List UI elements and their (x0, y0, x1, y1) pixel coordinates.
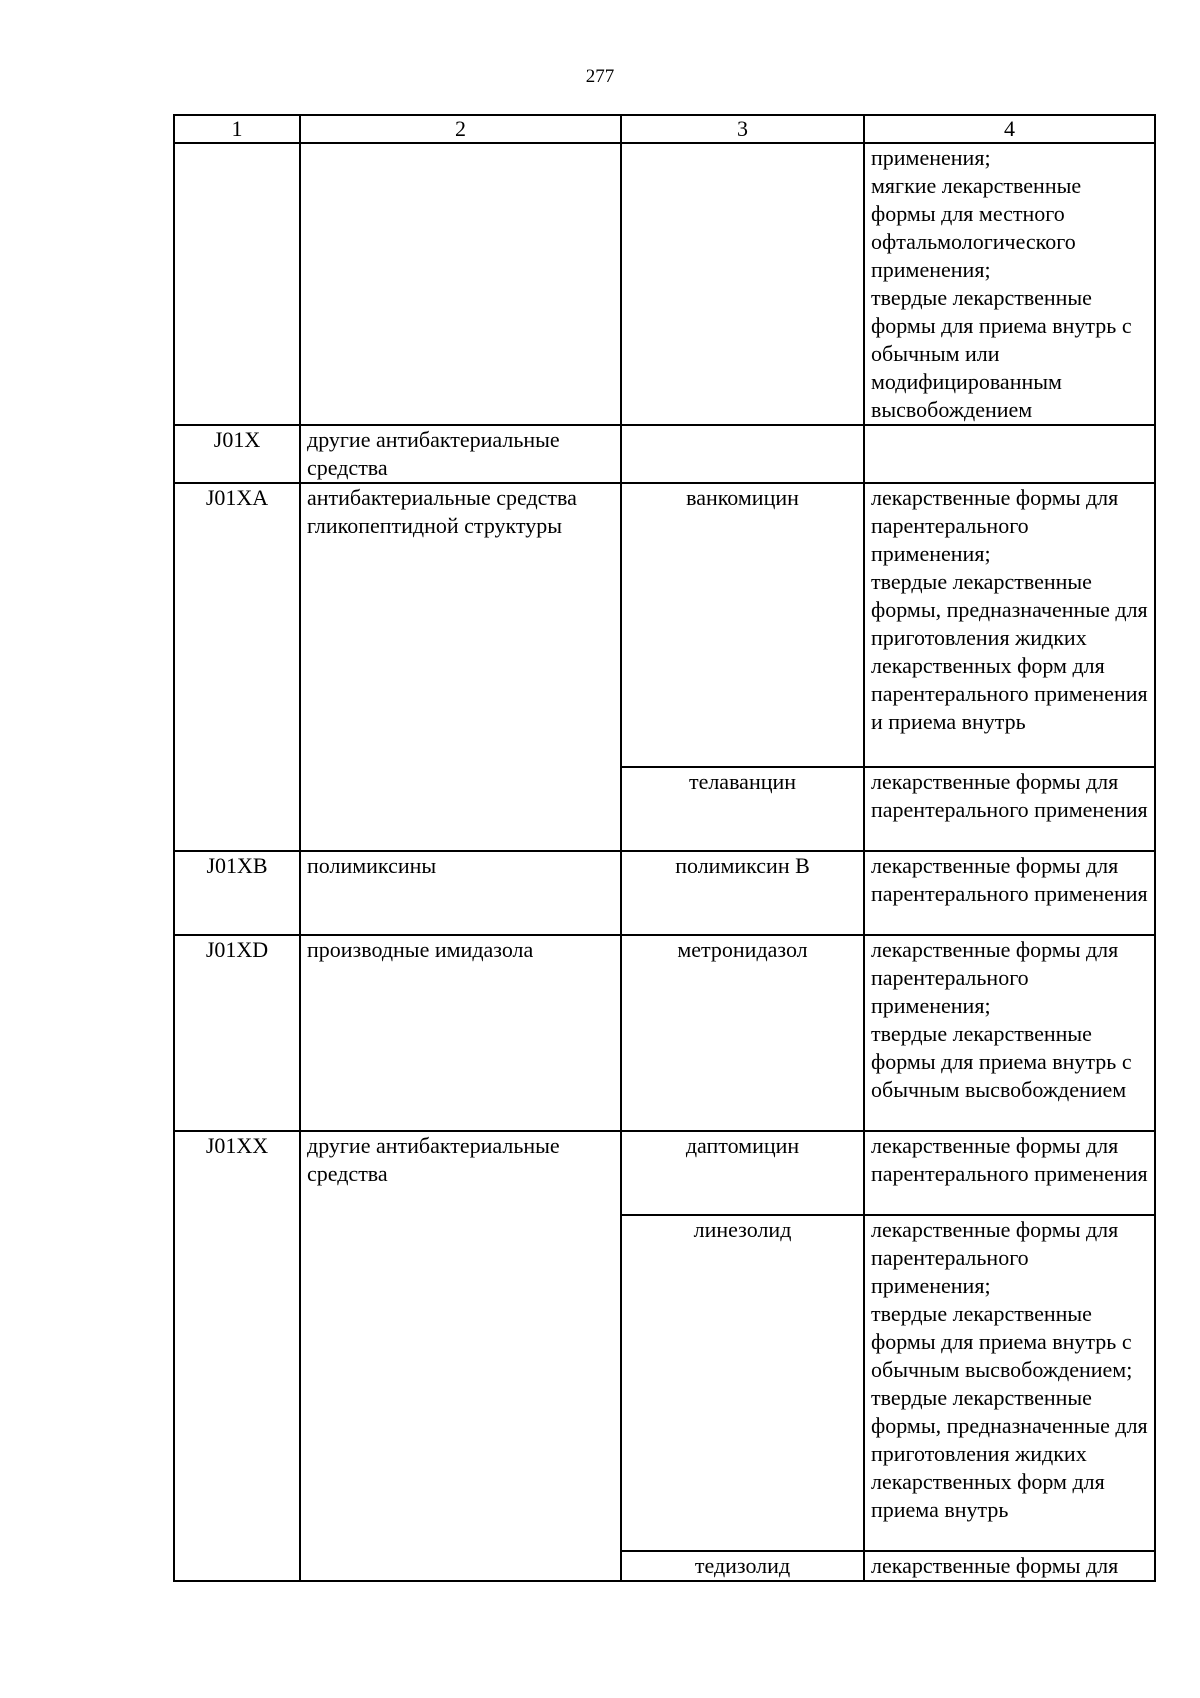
dosage-form-cell: лекарственные формы для парентерального применения (864, 1131, 1155, 1215)
group-cell: другие антибактериальные средства (300, 425, 621, 483)
group-cell: полимиксины (300, 851, 621, 935)
dosage-form-cell (864, 425, 1155, 483)
table-row (174, 483, 1155, 767)
table-row (174, 935, 1155, 1131)
dosage-form-cell: лекарственные формы для парентерального применения (864, 767, 1155, 851)
dosage-form-cell: лекарственные формы для парентерального применения (864, 851, 1155, 935)
header-cell-1: 1 (174, 115, 300, 143)
group-cell: антибактериальные средства гликопептидной структуры (300, 483, 621, 851)
table-row (174, 143, 1155, 425)
drug-name-cell: даптомицин (621, 1131, 864, 1215)
header-cell-2: 2 (300, 115, 621, 143)
table-row (174, 1131, 1155, 1215)
dosage-form-cell: лекарственные формы для парентерального применения; твердые лекарственные формы для приема внутрь с обычным высвобождением; твердые лекарственные формы, предназначенные для приготовления жидких лекарственных форм для приема внутрь (864, 1215, 1155, 1551)
table-header-row (174, 115, 1155, 143)
drug-name-cell: тедизолид (621, 1551, 864, 1581)
group-cell: производные имидазола (300, 935, 621, 1131)
table-row (174, 851, 1155, 935)
table-row (174, 425, 1155, 483)
drug-table (173, 114, 1156, 1582)
dosage-form-cell: лекарственные формы для парентерального применения; твердые лекарственные формы для приема внутрь с обычным высвобождением (864, 935, 1155, 1131)
drug-name-cell: телаванцин (621, 767, 864, 851)
dosage-form-cell: лекарственные формы для парентерального применения; твердые лекарственные формы, предназначенные для приготовления жидких лекарственных форм для парентерального применения и приема внутрь (864, 483, 1155, 767)
group-cell (300, 143, 621, 425)
page-number: 277 (585, 66, 615, 87)
drug-name-cell: метронидазол (621, 935, 864, 1131)
code-cell: J01X (174, 425, 300, 483)
code-cell: J01XA (174, 483, 300, 851)
drug-name-cell: ванкомицин (621, 483, 864, 767)
header-cell-4: 4 (864, 115, 1155, 143)
code-cell: J01XX (174, 1131, 300, 1581)
dosage-form-cell: применения; мягкие лекарственные формы для местного офтальмологического применения; твердые лекарственные формы для приема внутрь с обычным или модифицированным высвобождением (864, 143, 1155, 425)
group-cell: другие антибактериальные средства (300, 1131, 621, 1581)
dosage-form-cell: лекарственные формы для (864, 1551, 1155, 1581)
drug-name-cell (621, 143, 864, 425)
code-cell: J01XD (174, 935, 300, 1131)
drug-name-cell (621, 425, 864, 483)
code-cell (174, 143, 300, 425)
header-cell-3: 3 (621, 115, 864, 143)
drug-name-cell: полимиксин B (621, 851, 864, 935)
code-cell: J01XB (174, 851, 300, 935)
drug-name-cell: линезолид (621, 1215, 864, 1551)
